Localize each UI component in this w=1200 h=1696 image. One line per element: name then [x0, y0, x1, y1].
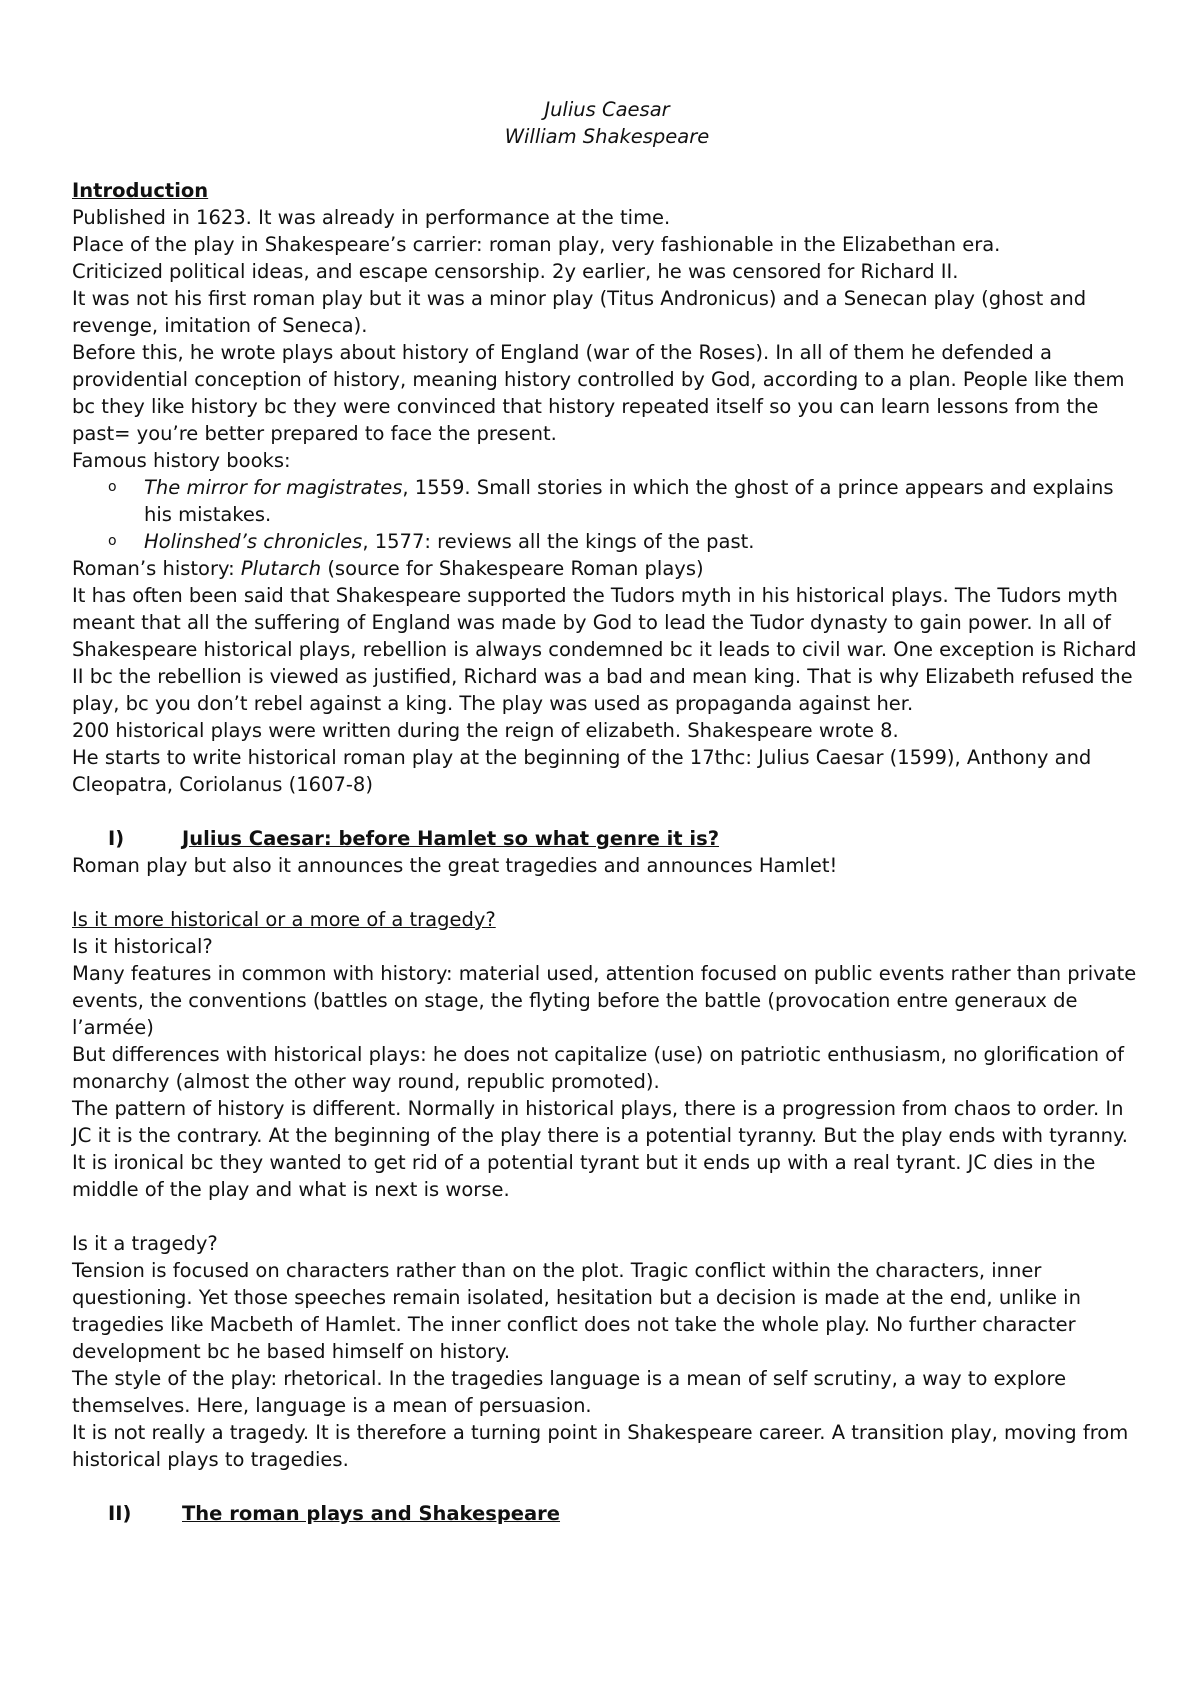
- paragraph-text: Roman’s history:: [72, 557, 241, 580]
- subsection-heading: Is it more historical or a more of a tragedy?: [72, 908, 496, 931]
- intro-paragraph: He starts to write historical roman play at the beginning of the 17thc: Julius Caesar (1599), Anthony and Cleopatra, Coriolanus (1607-8): [72, 746, 1092, 796]
- section-paragraph: Roman play but also it announces the great tragedies and announces Hamlet!: [72, 854, 838, 877]
- paragraph-text: (source for Shakespeare Roman plays): [321, 557, 704, 580]
- section-title: Julius Caesar: before Hamlet so what genre it is?: [182, 827, 720, 850]
- spacer: [72, 798, 1142, 825]
- intro-paragraph: [72, 555, 1142, 582]
- source-name: Plutarch: [240, 557, 322, 580]
- spacer: [72, 879, 1142, 906]
- book-title: Holinshed’s chronicles: [144, 530, 363, 553]
- question-text: Is it historical?: [72, 935, 213, 958]
- intro-paragraph: Published in 1623. It was already in performance at the time.: [72, 206, 671, 229]
- list-item: [108, 528, 1142, 555]
- list-item: [108, 474, 1142, 528]
- book-description: , 1577: reviews all the kings of the past.: [362, 530, 755, 553]
- intro-paragraph: Famous history books:: [72, 449, 291, 472]
- bullet-icon: o: [108, 533, 117, 549]
- intro-paragraph: Place of the play in Shakespeare’s carrier: roman play, very fashionable in the Elizabethan era.: [72, 233, 1001, 256]
- document-author: William Shakespeare: [504, 125, 710, 148]
- section-paragraph: The style of the play: rhetorical. In the tragedies language is a mean of self scrutiny, a way to explore themselves. Here, language is a mean of persuasion.: [72, 1367, 1067, 1417]
- book-title: The mirror for magistrates: [144, 476, 403, 499]
- section-title: The roman plays and Shakespeare: [182, 1502, 561, 1525]
- intro-paragraph: Before this, he wrote plays about history of England (war of the Roses). In all of them he defended a providential conception of history, meaning history controlled by God, according to a plan. People like them bc they like history bc they were convinced that history repeated itself so you can learn lessons from the past= you’re better prepared to face the present.: [72, 341, 1125, 445]
- section-paragraph: But differences with historical plays: he does not capitalize (use) on patriotic enthusiasm, no glorification of monarchy (almost the other way round, republic promoted).: [72, 1043, 1125, 1093]
- section-heading-2: [72, 1500, 1142, 1527]
- section-paragraph: It is not really a tragedy. It is therefore a turning point in Shakespeare career. A transition play, moving from historical plays to tragedies.: [72, 1421, 1129, 1471]
- intro-paragraph: 200 historical plays were written during the reign of elizabeth. Shakespeare wrote 8.: [72, 719, 899, 742]
- section-paragraph: Tension is focused on characters rather than on the plot. Tragic conflict within the characters, inner questioning. Yet those speeches remain isolated, hesitation but a decision is made at the end, unlike in tragedies like Macbeth of Hamlet. The inner conflict does not take the whole play. No further character development bc he based himself on history.: [72, 1259, 1081, 1363]
- section-number: II): [108, 1502, 132, 1525]
- section-number: I): [108, 827, 125, 850]
- intro-paragraph: It was not his first roman play but it was a minor play (Titus Andronicus) and a Senecan play (ghost and revenge, imitation of Seneca).: [72, 287, 1087, 337]
- spacer: [72, 1473, 1142, 1500]
- spacer: [72, 150, 1142, 177]
- bullet-icon: o: [108, 479, 117, 495]
- section-heading-1: [72, 825, 1142, 852]
- section-paragraph: The pattern of history is different. Normally in historical plays, there is a progression from chaos to order. In JC it is the contrary. At the beginning of the play there is a potential tyranny. But the play ends with tyranny. It is ironical bc they wanted to get rid of a potential tyrant but it ends up with a real tyrant. JC dies in the middle of the play and what is next is worse.: [72, 1097, 1128, 1201]
- introduction-heading: Introduction: [72, 179, 209, 202]
- book-description: , 1559. Small stories in which the ghost of a prince appears and explains his mistakes.: [144, 476, 1114, 526]
- document-title: Julius Caesar: [544, 98, 670, 121]
- spacer: [72, 1203, 1142, 1230]
- intro-paragraph: It has often been said that Shakespeare supported the Tudors myth in his historical plays. The Tudors myth meant that all the suffering of England was made by God to lead the Tudor dynasty to gain power. In all of Shakespeare historical plays, rebellion is always condemned bc it leads to civil war. One exception is Richard II bc the rebellion is viewed as justified, Richard was a bad and mean king. That is why Elizabeth refused the play, bc you don’t rebel against a king. The play was used as propaganda against her.: [72, 584, 1137, 715]
- intro-paragraph: Criticized political ideas, and escape censorship. 2y earlier, he was censored for Richard II.: [72, 260, 959, 283]
- history-books-list: [72, 474, 1142, 555]
- section-paragraph: Many features in common with history: material used, attention focused on public events rather than private events, the conventions (battles on stage, the flyting before the battle (provocation entre generaux de l’armée): [72, 962, 1137, 1039]
- document-page: [72, 96, 1142, 1527]
- question-text: Is it a tragedy?: [72, 1232, 218, 1255]
